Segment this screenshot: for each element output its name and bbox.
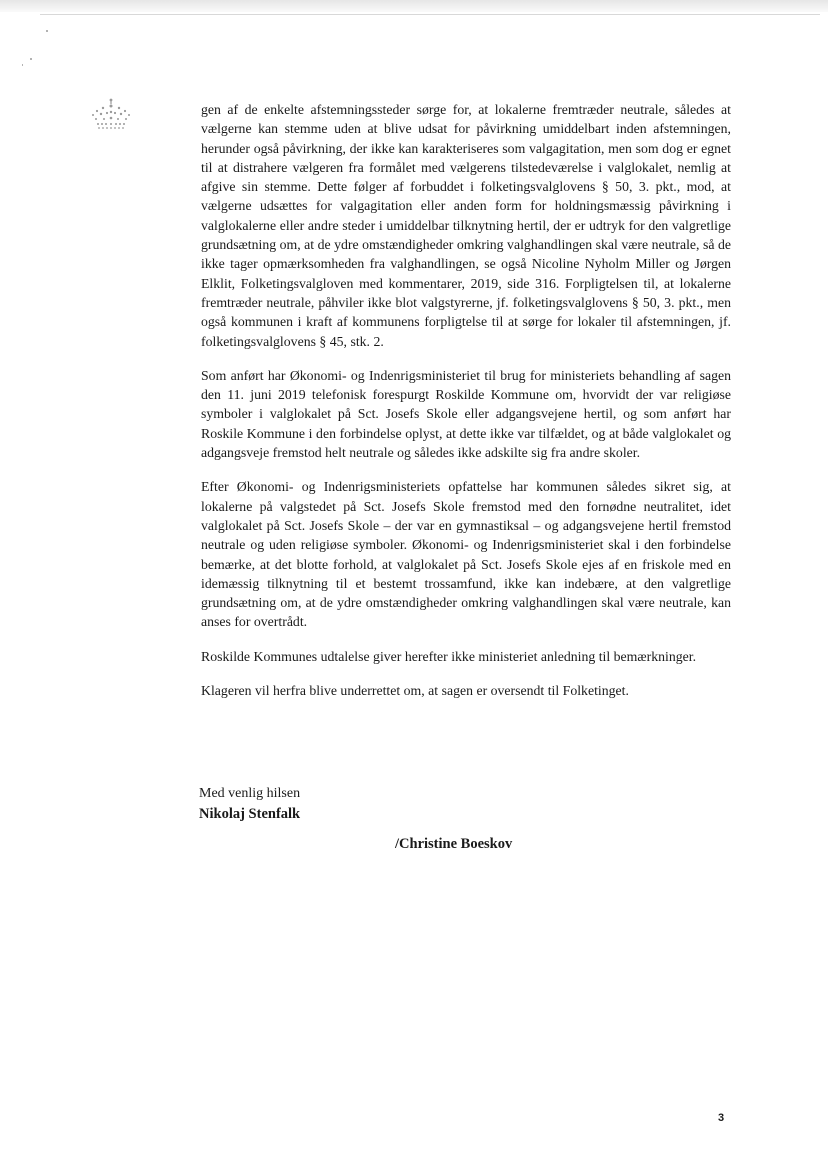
- paragraph: Som anført har Økonomi- og Indenrigsministeriet til brug for ministeriets behandling af sagen den 11. juni 2019 telefonisk forespurgt Roskilde Kommune om, hvorvidt der var religiøse symboler i valglokalet på Sct. Josefs Skole eller adgangsvejene hertil, og som anført har Roskile Kommune i den forbindelse oplyst, at dette ikke var tilfældet, og at både valglokalet og adgangsveje fremstod helt neutrale og således ikke adskilte sig fra andre skoler.: [201, 367, 731, 461]
- cosigner-name: /Christine Boeskov: [395, 836, 513, 852]
- page-number: 3: [718, 1112, 725, 1124]
- paragraph: Klageren vil herfra blive underrettet om, at sagen er oversendt til Folketinget.: [201, 683, 629, 699]
- crown-logo-icon: [88, 96, 134, 134]
- scan-line: [40, 14, 820, 15]
- scan-edge: [0, 0, 828, 12]
- scan-speck: [46, 30, 48, 32]
- closing-line: Med venlig hilsen: [199, 786, 301, 801]
- letter-body: [201, 100, 731, 715]
- scan-speck: [30, 58, 32, 60]
- signature-block: [199, 783, 300, 825]
- scan-speck: [22, 64, 23, 66]
- paragraph: gen af de enkelte afstemningssteder sørge for, at lokalerne fremtræder neutrale, således at vælgerne kan stemme uden at blive udsat for påvirkning umiddelbart inden afstemningen, herunder også påvirkning, der ikke kan karakteriseres som valgagitation, men som dog er egnet til at distrahere vælgeren fra formålet med vælgerens tilstedeværelse i valglokalet, nemlig at afgive sin stemme. Dette følger af forbuddet i folketingsvalglovens § 50, 3. pkt., mod, at vælgerne udsættes for valgagitation eller anden form for holdningsmæssig påvirkning i valglokalerne eller andre steder i umiddelbar tilknytning hertil, der er udtryk for den valgretlige grundsætning om, at de ydre omstændigheder omkring valghandlingen skal være neutrale, så de ikke tager opmærksomheden fra valghandlingen, se også Nicoline Nyholm Miller og Jørgen Elklit, Folketingsvalgloven med kommentarer, 2019, side 316. Forpligtelsen til, at lokalerne fremtræder neutrale, påhviler ikke blot valgstyrerne, jf. folketingsvalglovens § 50, 3. pkt., men også kommunen i kraft af kommunens forpligtelse til at sørge for lokaler til afstemningen, jf. folketingsvalglovens § 45, stk. 2.: [201, 102, 731, 349]
- paragraph: Efter Økonomi- og Indenrigsministeriets opfattelse har kommunen således sikret sig, at lokalerne på valgstedet på Sct. Josefs Skole fremstod med den fornødne neutralitet, idet valglokalet på Sct. Josefs Skole – der var en gymnastiksal – og adgangsvejene hertil fremstod neutrale og uden religiøse symboler. Økonomi- og Indenrigsministeriet skal i den forbindelse bemærke, at det blotte forhold, at valglokalet på Sct. Josefs Skole ejes af en friskole med en idemæssig tilknytning til et bestemt trossamfund, ikke kan indebære, at den valgretlige grundsætning om, at de ydre omstændigheder omkring valghandlingen skal være neutrale, kan anses for overtrådt.: [201, 479, 731, 630]
- signer-name: Nikolaj Stenfalk: [199, 806, 301, 822]
- paragraph: Roskilde Kommunes udtalelse giver herefter ikke ministeriet anledning til bemærkninger.: [201, 648, 697, 664]
